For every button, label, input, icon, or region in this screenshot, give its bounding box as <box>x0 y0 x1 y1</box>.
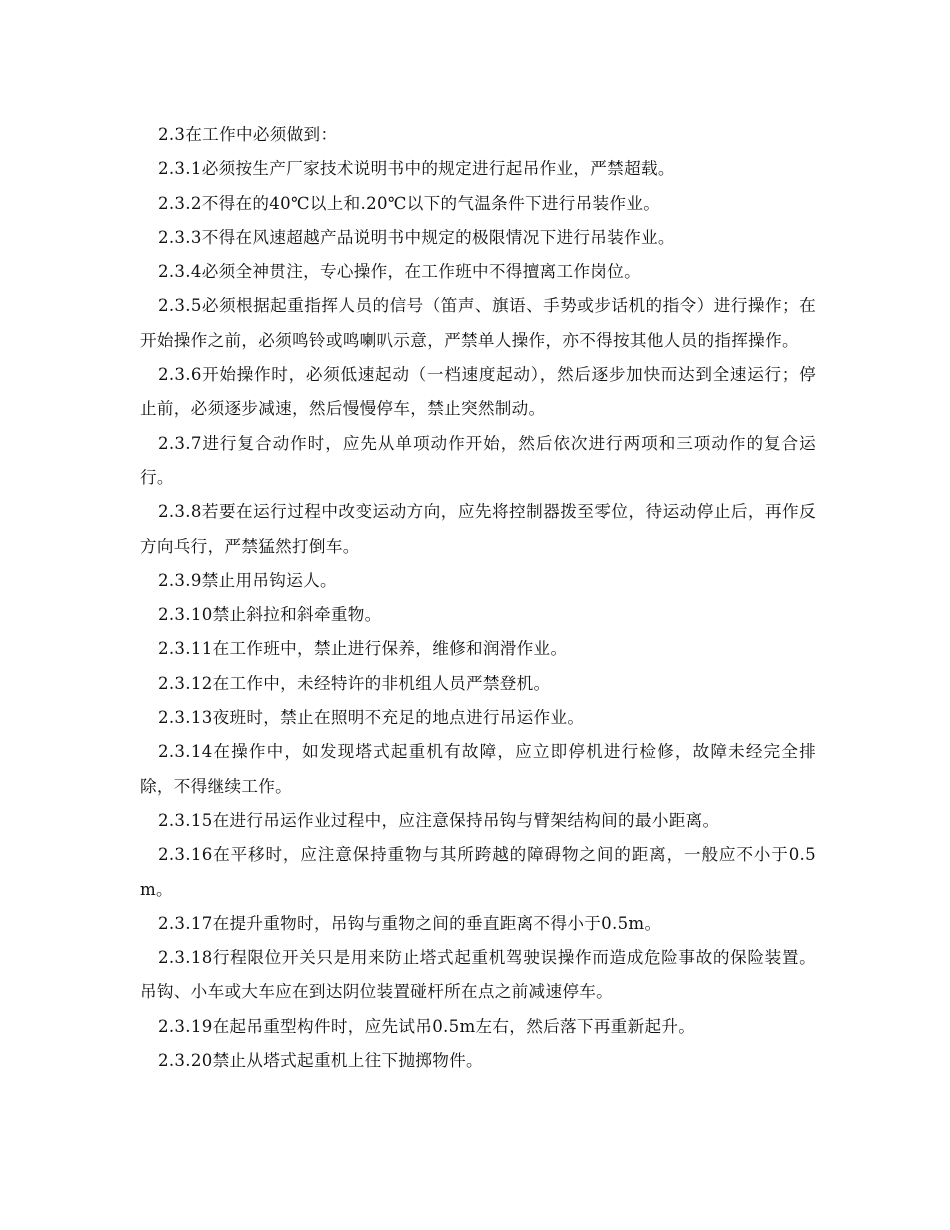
paragraph-2-3-11: 2.3.11在工作班中，禁止进行保养，维修和润滑作业。 <box>158 639 568 659</box>
paragraph-2-3-7: 2.3.7进行复合动作时，应先从单项动作开始，然后依次进行两项和三项动作的复合运行。 <box>140 433 816 487</box>
paragraph-2-3: 2.3在工作中必须做到： <box>158 125 338 144</box>
paragraph-2-3-12: 2.3.12在工作中，未经特许的非机组人员严禁登机。 <box>158 673 551 693</box>
paragraph-2-3-17: 2.3.17在提升重物时，吊钩与重物之间的垂直距离不得小于0.5m。 <box>158 913 662 933</box>
paragraph-2-3-4: 2.3.4必须全神贯注，专心操作，在工作班中不得擅离工作岗位。 <box>158 262 641 282</box>
paragraph-2-3-20: 2.3.20禁止从塔式起重机上往下抛掷物件。 <box>158 1051 483 1071</box>
paragraph-2-3-2: 2.3.2不得在的40℃以上和.20℃以下的气温条件下进行吊装作业。 <box>158 193 661 213</box>
paragraph-2-3-1: 2.3.1必须按生产厂家技术说明书中的规定进行起吊作业，严禁超载。 <box>158 159 675 179</box>
paragraph-2-3-9: 2.3.9禁止用吊钩运人。 <box>158 570 337 590</box>
paragraph-2-3-15: 2.3.15在进行吊运作业过程中，应注意保持吊钩与臂架结构间的最小距离。 <box>158 810 720 830</box>
paragraph-2-3-14: 2.3.14在操作中，如发现塔式起重机有故障，应立即停机进行检修，故障未经完全排除，不得继续工作。 <box>140 742 816 796</box>
paragraph-2-3-3: 2.3.3不得在风速超越产品说明书中规定的极限情况下进行吊装作业。 <box>158 227 675 247</box>
paragraph-2-3-19: 2.3.19在起吊重型构件时，应先试吊0.5m左右，然后落下再重新起升。 <box>158 1016 696 1036</box>
paragraph-2-3-16: 2.3.16在平移时，应注意保持重物与其所跨越的障碍物之间的距离，一般应不小于0.5m。 <box>140 845 816 899</box>
paragraph-2-3-13: 2.3.13夜班时，禁止在照明不充足的地点进行吊运作业。 <box>158 708 585 728</box>
paragraph-2-3-10: 2.3.10禁止斜拉和斜牵重物。 <box>158 605 382 625</box>
paragraph-2-3-6: 2.3.6开始操作时，必须低速起动（一档速度起动），然后逐步加快而达到全速运行；停止前，必须逐步减速，然后慢慢停车，禁止突然制动。 <box>140 365 816 419</box>
paragraph-2-3-18: 2.3.18行程限位开关只是用来防止塔式起重机驾驶误操作而造成危险事故的保险装置。吊钩、小车或大车应在到达阴位装置碰杆所在点之前减速停车。 <box>140 948 816 1002</box>
paragraph-2-3-5: 2.3.5必须根据起重指挥人员的信号（笛声、旗语、手势或步话机的指令）进行操作；在开始操作之前，必须鸣铃或鸣喇叭示意，严禁单人操作，亦不得按其他人员的指挥操作。 <box>140 296 816 350</box>
paragraph-2-3-8: 2.3.8若要在运行过程中改变运动方向，应先将控制器拨至零位，待运动停止后，再作反方向乓行，严禁猛然打倒车。 <box>140 502 816 556</box>
document-body <box>140 118 816 1078</box>
